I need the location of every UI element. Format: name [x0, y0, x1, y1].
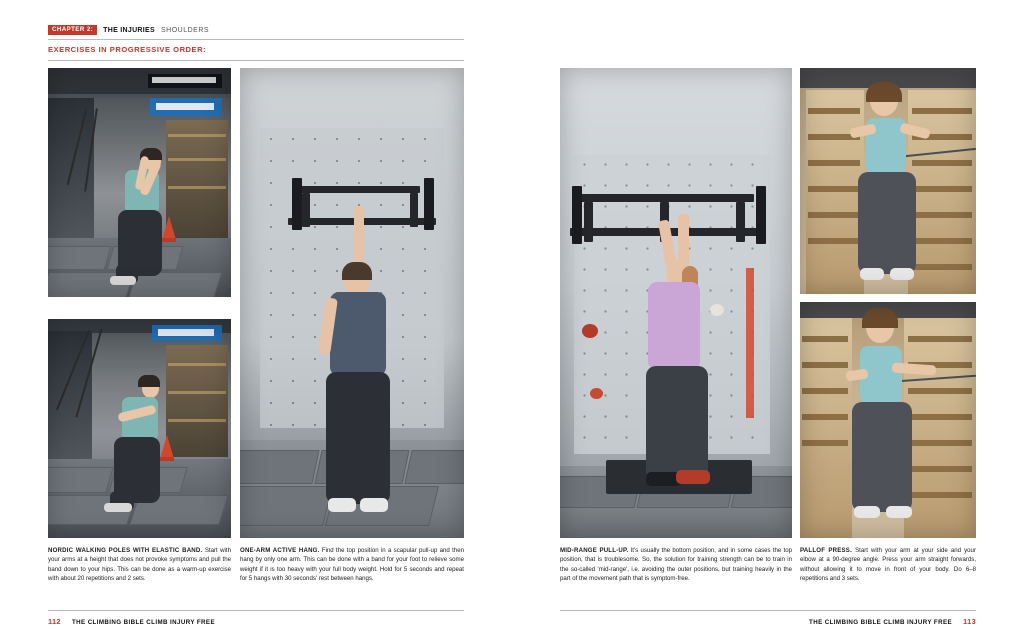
- photo-one-arm-active-hang: [240, 68, 464, 538]
- caption-title: NORDIC WALKING POLES WITH ELASTIC BAND.: [48, 547, 203, 554]
- page-subheading: EXERCISES IN PROGRESSIVE ORDER:: [48, 45, 207, 54]
- footer-title-right: THE CLIMBING BIBLE CLIMB INJURY FREE: [809, 619, 952, 626]
- caption-nordic-walking-poles: [48, 546, 231, 584]
- caption-mid-range-pull-up: [560, 546, 792, 584]
- photo-pallof-press-start: [800, 68, 976, 294]
- photo-nordic-poles-finish: [48, 319, 231, 538]
- header-divider: [48, 39, 464, 40]
- chapter-title: THE INJURIES: [103, 26, 155, 34]
- caption-title: PALLOF PRESS.: [800, 547, 852, 554]
- subheading-divider: [48, 60, 464, 61]
- caption-body: Find the top position in a scapular pull-up and then hang by only one arm. This can be done with a band for your foot to relieve some weight if it is too heavy with your full body weight. Hold for 5 seconds and repeat for 5 hangs with 30 seconds' rest between hangs.: [240, 547, 464, 583]
- chapter-tag: CHAPTER 2:: [48, 25, 97, 35]
- caption-title: ONE-ARM ACTIVE HANG.: [240, 547, 320, 554]
- running-header-left: [48, 24, 209, 36]
- caption-body: It's usually the bottom position, and in some cases the top position, that is troublesome. So, the solution for training strength can be to train in the so-called 'mid-range', i.e. avoiding the outer positions, but training heavily in the part of the movement path that is symptom-free.: [560, 547, 793, 583]
- caption-pallof-press: [800, 546, 976, 584]
- page-number-right: 113: [963, 617, 976, 626]
- right-page: [512, 0, 1024, 640]
- section-title: SHOULDERS: [160, 26, 210, 34]
- page-number-left: 112: [48, 617, 61, 626]
- footer-divider-left: [48, 610, 464, 611]
- footer-divider-right: [560, 610, 976, 611]
- caption-one-arm-active-hang: [240, 546, 464, 584]
- photo-pallof-press-finish: [800, 302, 976, 538]
- photo-mid-range-pull-up: [560, 68, 792, 538]
- photo-nordic-poles-start: [48, 68, 231, 297]
- caption-body: Start with your arms at a height that does not provoke symptoms and pull the band down to your hips. This can be done as a warm-up exercise with about 20 repetitions and 2 sets.: [48, 547, 231, 583]
- caption-body: Start with your arm at your side and your elbow at a 90-degree angle. Press your arm straight forwards, without allowing it to move in front of your body. Do 6–8 repetitions and 3 sets.: [800, 547, 976, 583]
- caption-title: MID-RANGE PULL-UP.: [560, 547, 629, 554]
- footer-title-left: THE CLIMBING BIBLE CLIMB INJURY FREE: [72, 619, 215, 626]
